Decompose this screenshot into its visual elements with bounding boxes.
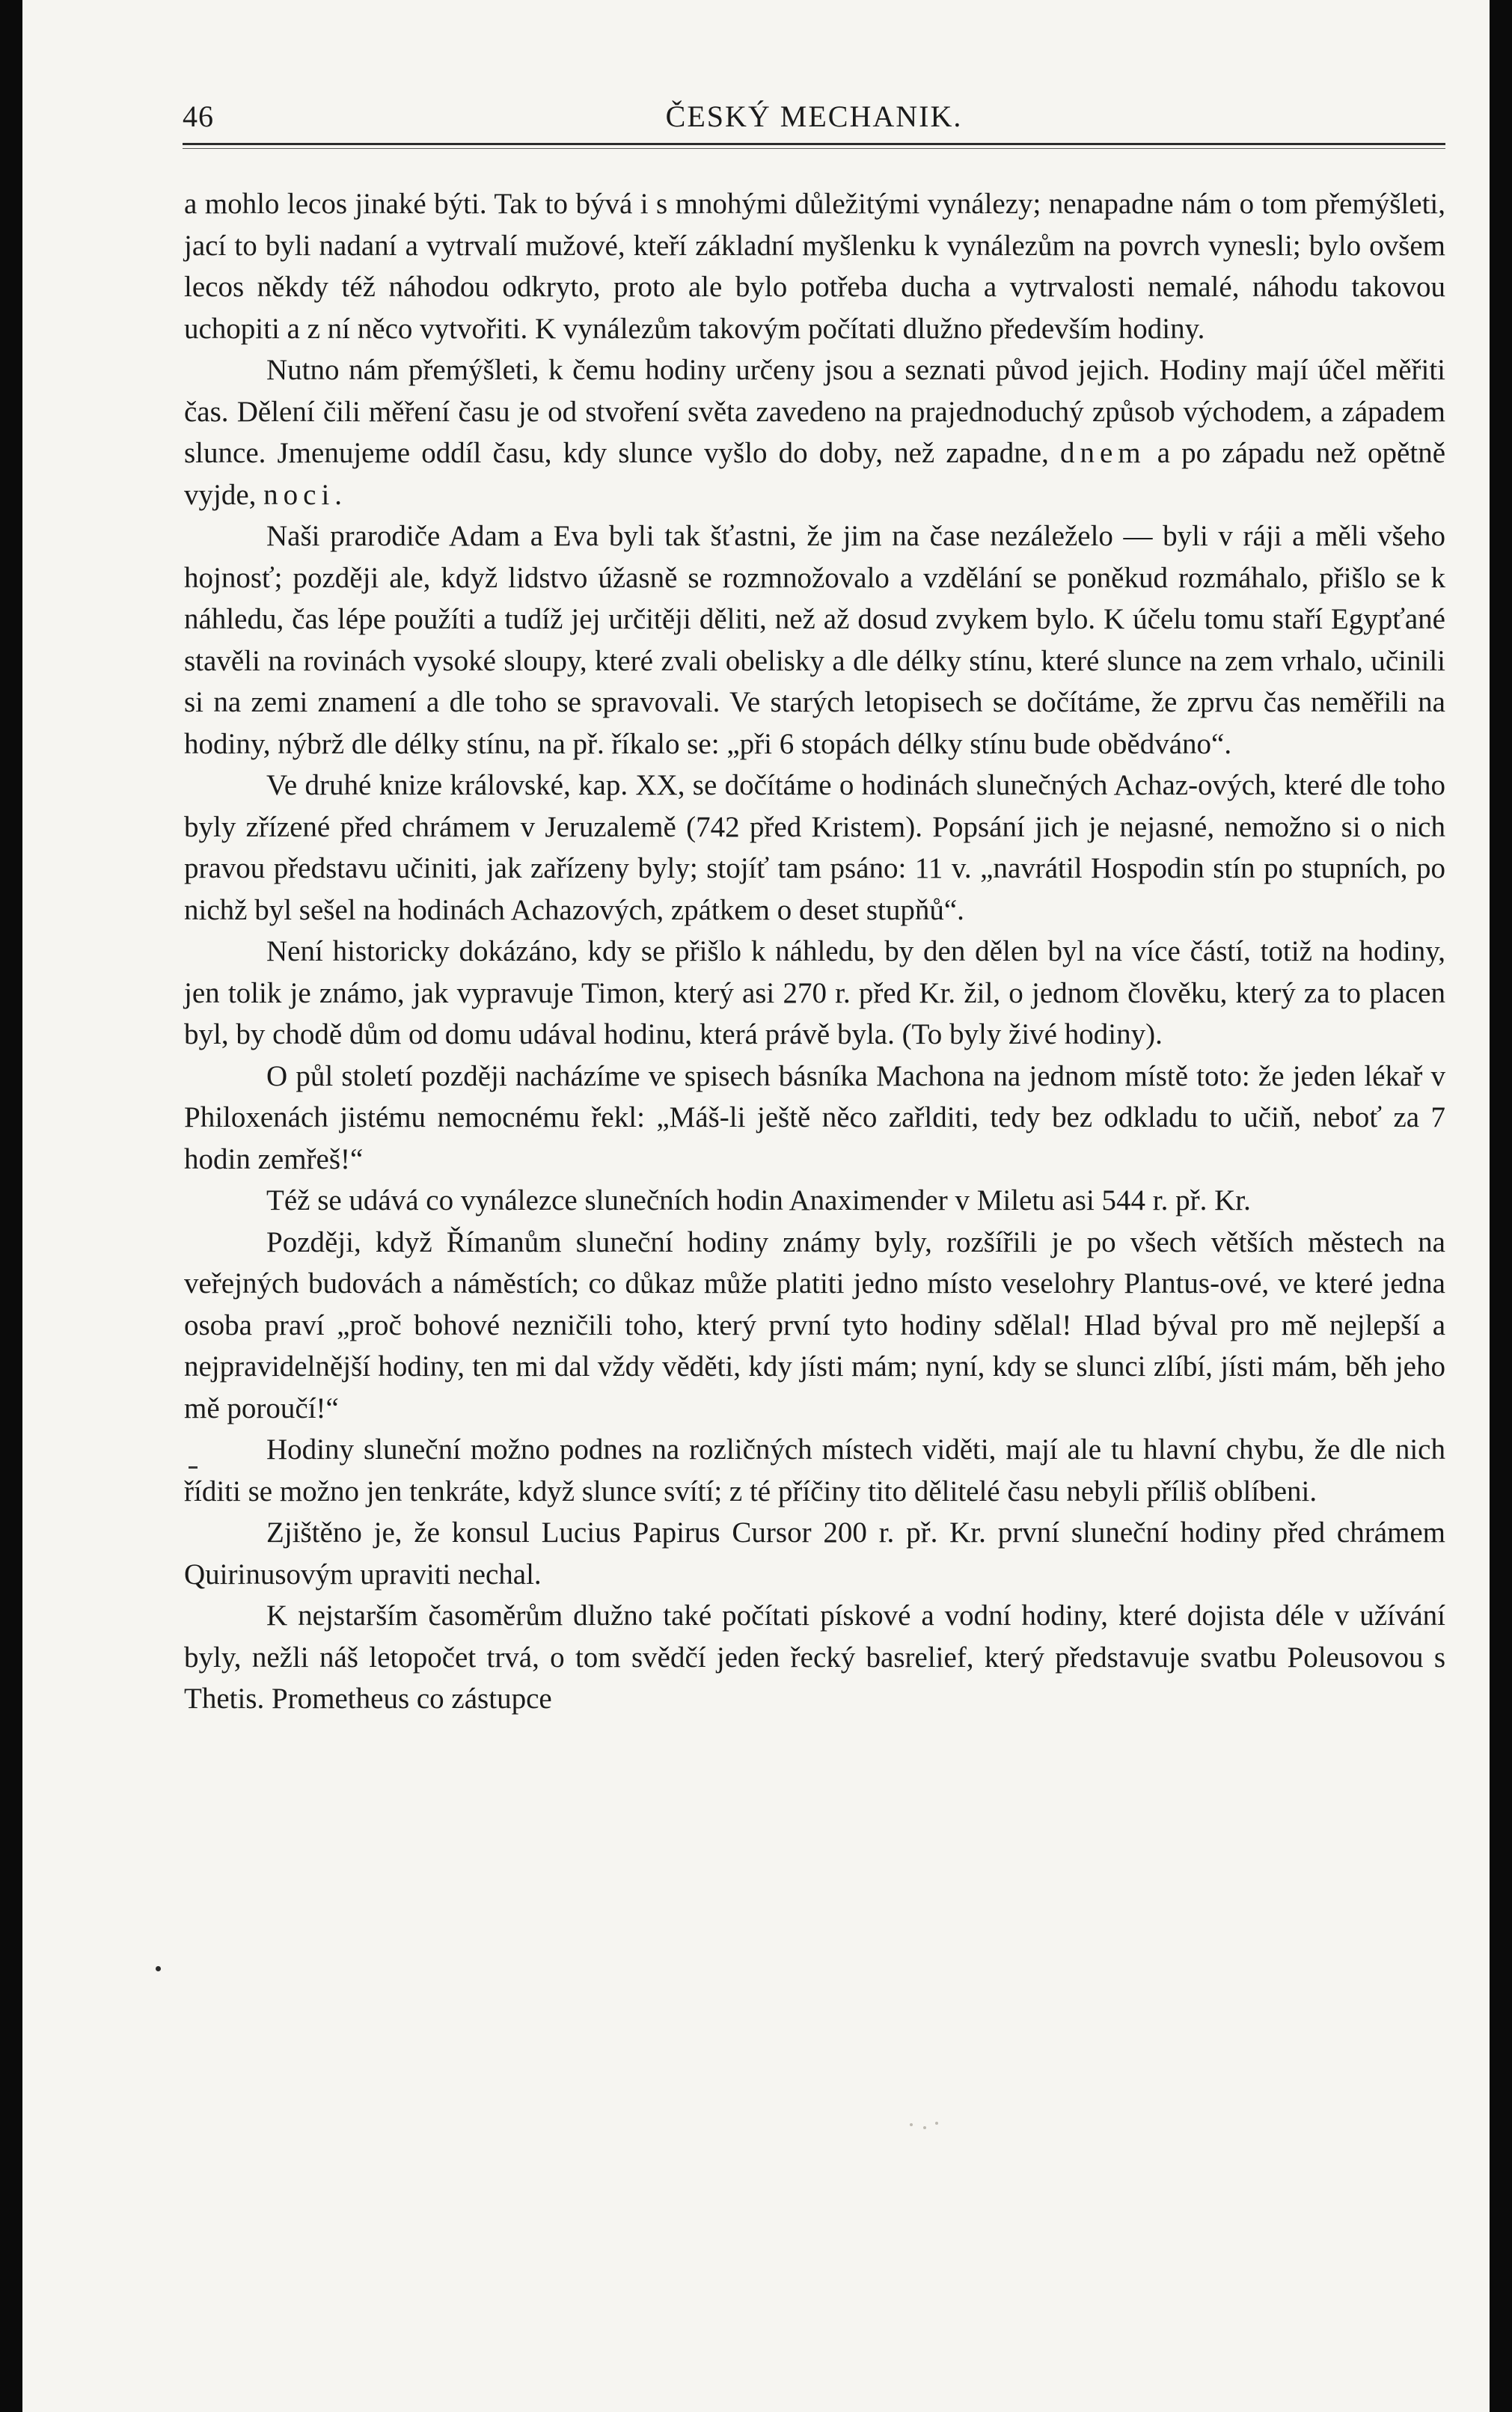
header-rule-thin (183, 148, 1445, 149)
paragraph: Naši prarodiče Adam a Eva byli tak šťastni, že jim na čase nezáleželo — byli v ráji a měli všeho hojnosť; později ale, když lidstvo úžasně se rozmnožovalo a vzdělání se poněkud rozmáhalo, přišlo se k náhledu, čas lépe použíti a tudíž jej určitěji děliti, než až dosud zvykem bylo. K účelu tomu staří Egypťané stavěli na rovinách vysoké sloupy, které zvali obelisky a dle délky stínu, které slunce na zem vrhalo, učinili si na zemi znamení a dle toho se spravovali. Ve starých letopisech se dočítáme, že zprvu čas neměřili na hodiny, nýbrž dle délky stínu, na př. říkalo se: „při 6 stopách délky stínu bude obědváno“. (184, 520, 1445, 760)
paper-speck (935, 2122, 938, 2125)
page-header (183, 94, 1445, 139)
paragraph: O půl století později nacházíme ve spisech básníka Machona na jednom místě toto: že jeden lékař v Philoxenách jistému nemocnému řekl: „Máš-li ještě něco zařlditi, tedy bez odkladu to učiň, neboť za 7 hodin zemřeš!“ (184, 1059, 1445, 1175)
paragraph (184, 349, 1445, 515)
emphasis-night: noci. (263, 478, 348, 511)
margin-mark (189, 1466, 198, 1469)
running-title: ČESKÝ MECHANIK. (665, 100, 963, 133)
scan-border-right (1490, 0, 1512, 2412)
emphasis-day: dnem (1059, 437, 1146, 469)
paragraph: Není historicky dokázáno, kdy se přišlo k náhledu, by den dělen byl na více částí, totiž na hodiny, jen tolik je známo, jak vypravuje Timon, který asi 270 r. před Kr. žil, o jednom člověku, který za to placen byl, by chodě dům od domu udával hodinu, která právě byla. (To byly živé hodiny). (184, 935, 1445, 1050)
scan-border-left (0, 0, 22, 2412)
paragraph-text: Nutno nám přemýšleti, k čemu hodiny určeny jsou a seznati původ jejich. Hodiny mají účel měřiti čas. Dělení čili měření času je od stvoření světa zavedeno na prajednoduchý způsob východem, a západem slunce. Jmenujeme oddíl času, kdy slunce vyšlo do doby, než zapadne, (184, 354, 1445, 469)
paragraph: Hodiny sluneční možno podnes na rozličných místech viděti, mají ale tu hlavní chybu, že dle nich říditi se možno jen tenkráte, když slunce svítí; z té příčiny tito dělitelé času nebyli příliš oblíbeni. (184, 1433, 1445, 1508)
margin-dot (156, 1966, 161, 1971)
paragraph: Později, když Římanům sluneční hodiny známy byly, rozšířili je po všech větších městech na veřejných budovách a náměstích; co důkaz může platiti jedno místo veselohry Plantus-ové, ve které jedna osoba praví „proč bohové nezničili toho, který první tyto hodiny sdělal! Hlad býval pro mě nejlepší a nejpravidelnější hodiny, ten mi dal vždy věděti, kdy jísti mám; nyní, kdy se slunci zlíbí, jísti mám, běh jeho mě poroučí!“ (184, 1225, 1445, 1424)
paragraph: Zjištěno je, že konsul Lucius Papirus Cursor 200 r. př. Kr. první sluneční hodiny před chrámem Quirinusovým upraviti nechal. (184, 1516, 1445, 1591)
page-number: 46 (183, 100, 214, 133)
header-rule (183, 143, 1445, 145)
paper-speck (910, 2123, 913, 2126)
article-body (184, 183, 1445, 1720)
paragraph: Ve druhé knize královské, kap. XX, se dočítáme o hodinách slunečných Achaz-ových, které dle toho byly zřízené před chrámem v Jeruzalemě (742 před Kristem). Popsání jich je nejasné, nemožno si o nich pravou představu učiniti, jak zařízeny byly; stojíť tam psáno: 11 v. „navrátil Hospodin stín po stupních, po nichž byl sešel na hodinách Achazových, zpátkem o deset stupňů“. (184, 769, 1445, 926)
paragraph: a mohlo lecos jinaké býti. Tak to bývá i s mnohými důležitými vynálezy; nenapadne nám o tom přemýšleti, jací to byli nadaní a vytrvalí mužové, kteří základní myšlenku k vynálezům na povrch vynesli; bylo ovšem lecos někdy též náhodou odkryto, proto ale bylo potřeba ducha a vytrvalosti nemalé, náhodu takovou uchopiti a z ní něco vytvořiti. K vynálezům takovým počítati dlužno především hodiny. (184, 188, 1445, 345)
paragraph: K nejstarším časoměrům dlužno také počítati pískové a vodní hodiny, které dojista déle v užívání byly, nežli náš letopočet trvá, o tom svědčí jeden řecký basrelief, který představuje svatbu Poleusovou s Thetis. Prometheus co zástupce (184, 1600, 1445, 1715)
paragraph-text: a po západu než opětně vyjde, (184, 437, 1446, 511)
paragraph: Též se udává co vynálezce slunečních hodin Anaximender v Miletu asi 544 r. př. Kr. (266, 1184, 1251, 1216)
paper-speck (923, 2126, 926, 2129)
